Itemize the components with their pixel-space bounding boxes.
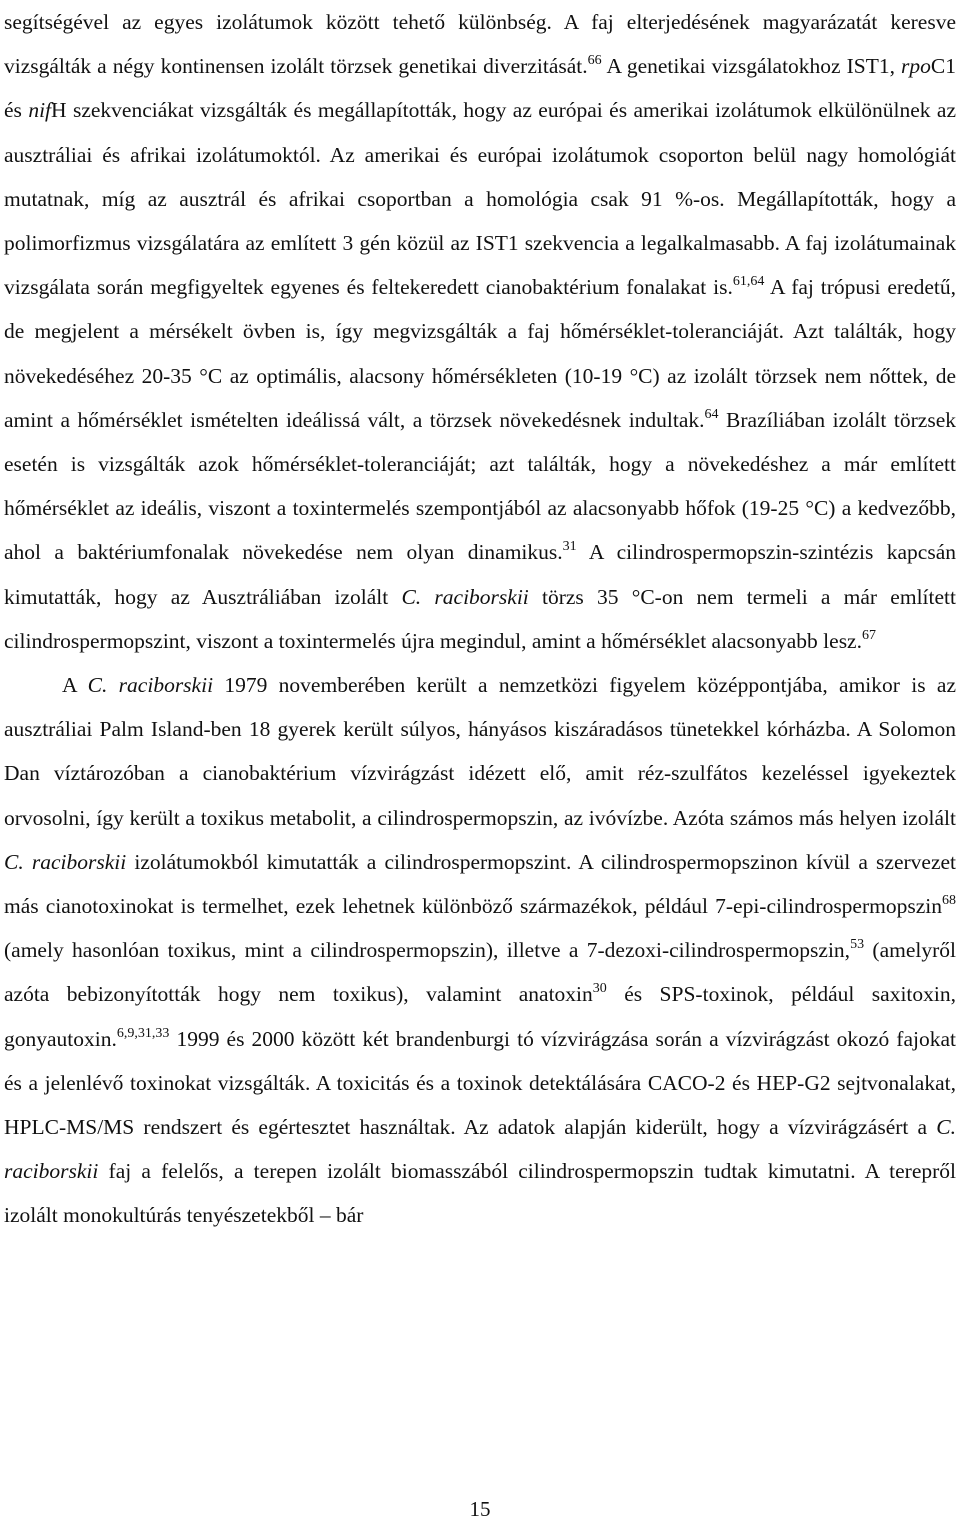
text-run: 1999 és 2000 között két brandenburgi tó vízvirágzása során a vízvirágzást okozó fajokat és a jelenlévő toxinokat vizsgálták. A toxicitás és a toxinok detektálására CACO-2 és HEP-G2 sejtvonalakat, HPLC-MS/MS rendszert és egértesztet használtak. Az adatok alapján kiderült, hogy a vízvirágzásért a [4, 1026, 956, 1140]
document-body [4, 0, 956, 1238]
citation-reference: 6,9,31,33 [116, 1025, 170, 1041]
paragraph-genetics [4, 0, 956, 663]
italic-term: C. raciborskii [4, 1115, 956, 1184]
page-number: 15 [469, 1497, 491, 1521]
citation-reference: 61,64 [732, 274, 765, 290]
text-run: A [62, 673, 88, 698]
text-run: törzs 35 °C-on nem termeli a már említett cilindrospermopszint, viszont a toxintermelés újra megindul, amint a hőmérséklet alacsonyabb lesz. [4, 584, 956, 653]
text-run: 1979 novemberében került a nemzetközi figyelem középpontjába, amikor is az ausztráliai Palm Island-ben 18 gyerek került súlyos, hányásos kiszáradásos tünetekkel kórházba. A Solomon Dan víztározóban a cianobaktérium vízvirágzást idézett elő, amit réz-szulfátos kezeléssel igyekeztek orvosolni, így került a toxikus metabolit, a cilindrospermopszin, az ivóvízbe. Azóta számos más helyen izolált [4, 673, 956, 830]
italic-term: C. raciborskii [4, 849, 127, 874]
text-run: és SPS-toxinok, például saxitoxin, gonyautoxin. [4, 982, 957, 1051]
italic-term: C. raciborskii [401, 584, 529, 609]
text-run: Brazíliában izolált törzsek esetén is vizsgálták azok hőmérséklet-toleranciáját; azt találták, hogy a növekedéshez a már említett hőmérséklet az ideális, viszont a toxintermelés szempontjából az alacsonyabb hőfok (19-25 °C) a kedvezőbb, ahol a baktériumfonalak növekedése nem olyan dinamikus. [4, 407, 956, 565]
text-run: segítségével az egyes izolátumok között tehető különbség. A faj elterjedésének magyarázatát keresve vizsgálták a négy kontinensen izolált törzsek genetikai diverzitását. [4, 10, 956, 79]
citation-reference: 67 [861, 627, 876, 643]
citation-reference: 53 [850, 937, 865, 953]
paragraph-toxicology [4, 663, 956, 1238]
italic-term: nif [28, 98, 52, 123]
text-run: faj a felelős, a terepen izolált biomasszából cilindrospermopszin tudtak kimutatni. A terepről izolált monokultúrás tenyészetekből – bár [4, 1159, 956, 1228]
citation-reference: 31 [562, 539, 577, 555]
italic-term: C. raciborskii [87, 673, 214, 698]
italic-term: rpo [901, 54, 931, 79]
text-run: izolátumokból kimutatták a cilindrospermopszint. A cilindrospermopszinon kívül a szervezet más cianotoxinokat is termelhet, ezek lehetnek különböző származékok, például 7-epi-cilindrospermopszin [4, 849, 956, 919]
text-run: A genetikai vizsgálatokhoz IST1, [601, 54, 902, 79]
citation-reference: 68 [942, 893, 956, 909]
text-run: C1 és [4, 54, 956, 123]
text-run: (amelyről azóta bebizonyították hogy nem toxikus), valamint anatoxin [4, 938, 956, 1007]
text-run: (amely hasonlóan toxikus, mint a cilindrospermopszin), illetve a 7-dezoxi-cilindrospermopszin, [4, 938, 851, 963]
citation-reference: 66 [587, 53, 602, 69]
citation-reference: 30 [592, 981, 607, 997]
text-run: A cilindrospermopszin-szintézis kapcsán kimutatták, hogy az Ausztráliában izolált [4, 540, 957, 609]
citation-reference: 64 [704, 406, 719, 422]
text-run: H szekvenciákat vizsgálták és megállapították, hogy az európai és amerikai izolátumok elkülönülnek az ausztráliai és afrikai izolátumoktól. Az amerikai és európai izolátumok csoporton belül nagy homológiát mutatnak, míg az ausztrál és afrikai csoportban a homológia csak 91 %-os. Megállapították, hogy a polimorfizmus vizsgálatára az említett 3 gén közül az IST1 szekvencia a legalkalmasabb. A faj izolátumainak vizsgálata során megfigyeltek egyenes és feltekeredett cianobaktérium fonalakat is. [4, 98, 956, 300]
text-run: A faj trópusi eredetű, de megjelent a mérsékelt övben is, így megvizsgálták a faj hőmérséklet-toleranciáját. Azt találták, hogy növekedéséhez 20-35 °C az optimális, alacsony hőmérsékleten (10-19 °C) az izolált törzsek nem nőttek, de amint a hőmérséklet ismételten ideálissá vált, a törzsek növekedésnek indultak. [4, 275, 956, 432]
